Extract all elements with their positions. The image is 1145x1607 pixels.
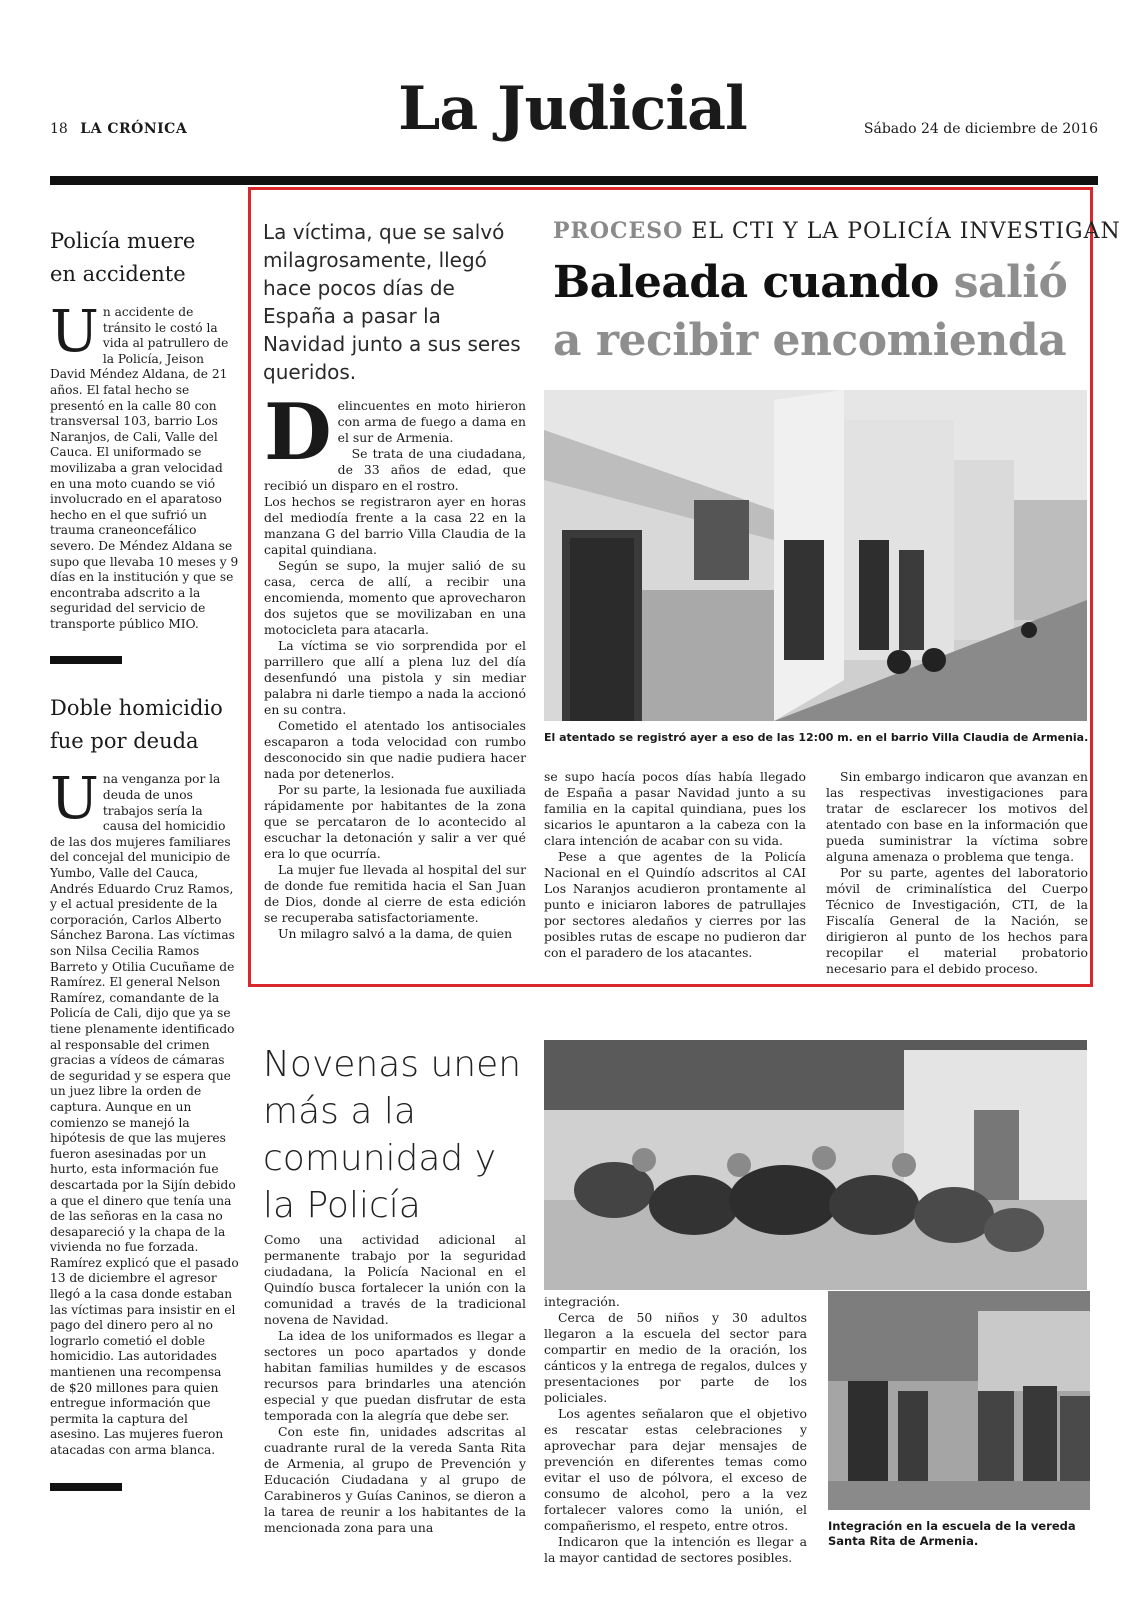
headline-gray-part: salió [953, 257, 1068, 308]
story-paragraph: Pese a que agentes de la Policía Nacional en el Quindío adscritos al CAI Los Naranjos acudieron prontamente al punto e iniciaron labores de patrullajes por sectores aledaños y cierres por las posibles rutas de escape no pudieron dar con el paradero de los atacantes. [544, 849, 806, 960]
story-paragraph: Un milagro salvó a la dama, de quien [278, 926, 513, 941]
secondary-story-column-2 [544, 1294, 807, 1566]
title-line: Doble homicidio [50, 696, 223, 721]
story-kicker [553, 218, 1121, 244]
story-paragraph: Por su parte, agentes del laboratorio móvil de criminalística del Cuerpo Técnico de Investigación, CTI, de la Fiscalía General de la Nación, se dirigieron al punto de los hechos para recopilar el material probatorio necesario para el debido proceso. [826, 865, 1088, 976]
street-photo [544, 390, 1087, 721]
sidebar-story-homicide [50, 692, 240, 1458]
paragraph-text: elincuentes en moto hirieron con arma de fuego a dama en el sur de Armenia. [337, 398, 526, 445]
photo-caption: Integración en la escuela de la vereda Santa Rita de Armenia. [828, 1519, 1076, 1548]
sidebar-story-accident [50, 225, 240, 632]
story-paragraph: se supo hacía pocos días había llegado de España a pasar Navidad junto a su familia en la capital quindiana, pues los sicarios le apuntaron a la cabeza con la clara intención de acabar con su vida. [544, 769, 806, 848]
story-paragraph: Por su parte, la lesionada fue auxiliada rápidamente por habitantes de la zona que se percataron de lo acontecido al escuchar la detonación y salir a ver qué era lo que ocurría. [264, 782, 526, 861]
secondary-headline: Novenas unen más a la comunidad y la Policía [263, 1044, 522, 1226]
headline-dark-part: Baleada cuando [553, 257, 939, 308]
issue-date: Sábado 24 de diciembre de 2016 [863, 121, 1098, 137]
headline-gray-part: a recibir encomienda [553, 315, 1067, 366]
title-line: Policía muere [50, 229, 196, 253]
story-paragraph: Cerca de 50 niños y 30 adultos llegaron a la escuela del sector para compartir en medio de la oración, los cánticos y la entrega de regalos, dulces y presentaciones por parte de los policiales. [544, 1310, 807, 1405]
community-group-image [544, 1040, 1087, 1290]
sidebar-divider [50, 656, 122, 664]
title-line: fue por deuda [50, 729, 199, 754]
page-number: 18 [50, 121, 68, 137]
group-photo [544, 1040, 1087, 1290]
photo-caption: El atentado se registró ayer a eso de las 12:00 m. en el barrio Villa Claudia de Armenia. [544, 731, 1089, 744]
sidebar-story-title [50, 692, 240, 758]
sidebar-story-body [50, 764, 240, 1458]
title-line: en accidente [50, 262, 186, 286]
main-headline [553, 254, 1093, 370]
pull-quote: La víctima, que se salvó milagrosamente, llegó hace pocos días de España a pasar la Navidad junto a sus seres queridos. [263, 220, 521, 384]
sidebar-divider [50, 1483, 122, 1491]
drop-cap: D [264, 387, 332, 478]
story-paragraph: Sin embargo indicaron que avanzan en las respectivas investigaciones para tratar de esclarecer los motivos del atentado con base en la información que pueda suministrar la víctima sobre alguna amenaza o problema que tenga. [826, 769, 1088, 864]
story-paragraph: La idea de los uniformados es llegar a sectores un poco apartados y donde habitan familias humildes y de escasos recursos para brindarles una atención especial y que puedan disfrutar de esta temporada con la alegría que debe ser. [264, 1328, 526, 1423]
section-masthead: La Judicial [398, 74, 747, 144]
kicker-text: EL CTI Y LA POLICÍA INVESTIGAN [691, 219, 1121, 244]
story-paragraph: Indicaron que la intención es llegar a la mayor cantidad de sectores posibles. [544, 1534, 807, 1565]
sidebar-story-title [50, 225, 240, 291]
main-story-column-3 [826, 769, 1088, 977]
story-paragraph: Se trata de una ciudadana, de 33 años de edad, que recibió un disparo en el rostro. [264, 446, 526, 493]
drop-cap: U [50, 297, 99, 365]
story-paragraph: Según se supo, la mujer salió de su casa, cerca de allí, a recibir una encomienda, momento que aprovecharon dos sujetos que se movilizaban en una motocicleta para atacarla. [264, 558, 526, 637]
drop-cap: U [50, 764, 99, 833]
secondary-story-column-1 [264, 1232, 526, 1536]
sidebar-story-body [50, 297, 240, 632]
newspaper-brand: LA CRÓNICA [80, 121, 188, 137]
story-paragraph: La mujer fue llevada al hospital del sur de donde fue remitida hacia el San Juan de Dios, donde al cierre de esta edición se recuperaba satisfactoriamente. [264, 862, 526, 925]
story-paragraph: La víctima se vio sorprendida por el parrillero que allí a plena luz del día desenfundó una pistola y sin mediar palabra ni darle tiempo a nada la accionó en su contra. [264, 638, 526, 717]
story-text: na venganza por la deuda de unos trabajos sería la causa del homicidio de las dos mujeres familiares del concejal del municipio de Yumbo, Valle del Cauca, Andrés Eduardo Cruz Ramos, y el actual presidente de la corporación, Carlos Alberto Sánchez Barona. Las víctimas son Nilsa Cecilia Ramos Barreto y Otilia Cucuñame de Ramírez. El general Nelson Ramírez, comandante de la Policía de Cali, dijo que ya se tiene plenamente identificado al responsable del crimen gracias a vídeos de cámaras de seguridad y se espera que un juez libre la orden de captura. Aunque en un comienzo se manejó la hipótesis de que las mujeres fueron asesinadas por un hurto, esta información fue descartada por la Sijín debido a que el dinero que tenía una de las señoras en la casa no desapareció y la chapa de la vivienda no fue forzada. Ramírez explicó que el pasado 13 de diciembre el agresor llegó a la casa donde estaban las víctimas para insistir en el pago del dinero pero al no lograrlo cometió el doble homicidio. Las autoridades mantienen una recompensa de $20 millones para quien entregue información que permita la captura del asesino. Las mujeres fueron atacadas con arma blanca. [50, 772, 239, 1457]
street-scene-image [544, 390, 1087, 721]
story-paragraph: Cometido el atentado los antisociales escaparon a toda velocidad con rumbo desconocido sin que nadie pudiera hacer nada por detenerlos. [264, 718, 526, 781]
main-story-column-2 [544, 769, 806, 961]
story-paragraph: Como una actividad adicional al permanente trabajo por la seguridad ciudadana, la Policía Nacional en el Quindío busca fortalecer la unión con la comunidad a través de la tradicional novena de Navidad. [264, 1232, 526, 1327]
school-photo [828, 1291, 1090, 1510]
story-paragraph: Los hechos se registraron ayer en horas del mediodía frente a la casa 22 en la manzana G del barrio Villa Claudia de la capital quindiana. [264, 494, 526, 557]
story-text: n accidente de tránsito le costó la vida al patrullero de la Policía, Jeison David Méndez Aldana, de 21 años. El fatal hecho se presentó en la calle 80 con transversal 103, barrio Los Naranjos, de Cali, Valle del Cauca. El uniformado se movilizaba a gran velocidad en una moto cuando se vió involucrado en el aparatoso hecho en el que sufrió un trauma craneoncefálico severo. De Méndez Aldana se supo que llevaba 10 meses y 9 días en la institución y que se encontraba adscrito a la seguridad del servicio de transporte público MIO. [50, 305, 239, 631]
sidebar-column [50, 225, 240, 1519]
story-paragraph: Con este fin, unidades adscritas al cuadrante rural de la vereda Santa Rita de Armenia, al grupo de Prevención y Educación Ciudadana y al grupo de Carabineros y Guías Caninos, se dieron a la tarea de reunir a los habitantes de la mencionada zona para una [264, 1424, 526, 1535]
main-story-column-1 [264, 387, 526, 942]
story-paragraph: Los agentes señalaron que el objetivo es rescatar estas celebraciones y aprovechar para dejar mensajes de prevención en diferentes temas como evitar el uso de pólvora, el exceso de consumo de alcohol, pero a la vez fortalecer valores como la unión, el compañerismo, el respeto, entre otros. [544, 1406, 807, 1533]
kicker-label: PROCESO [553, 218, 684, 244]
header-rule [50, 176, 1098, 185]
story-paragraph: integración. [544, 1294, 620, 1309]
school-integration-image [828, 1291, 1090, 1510]
